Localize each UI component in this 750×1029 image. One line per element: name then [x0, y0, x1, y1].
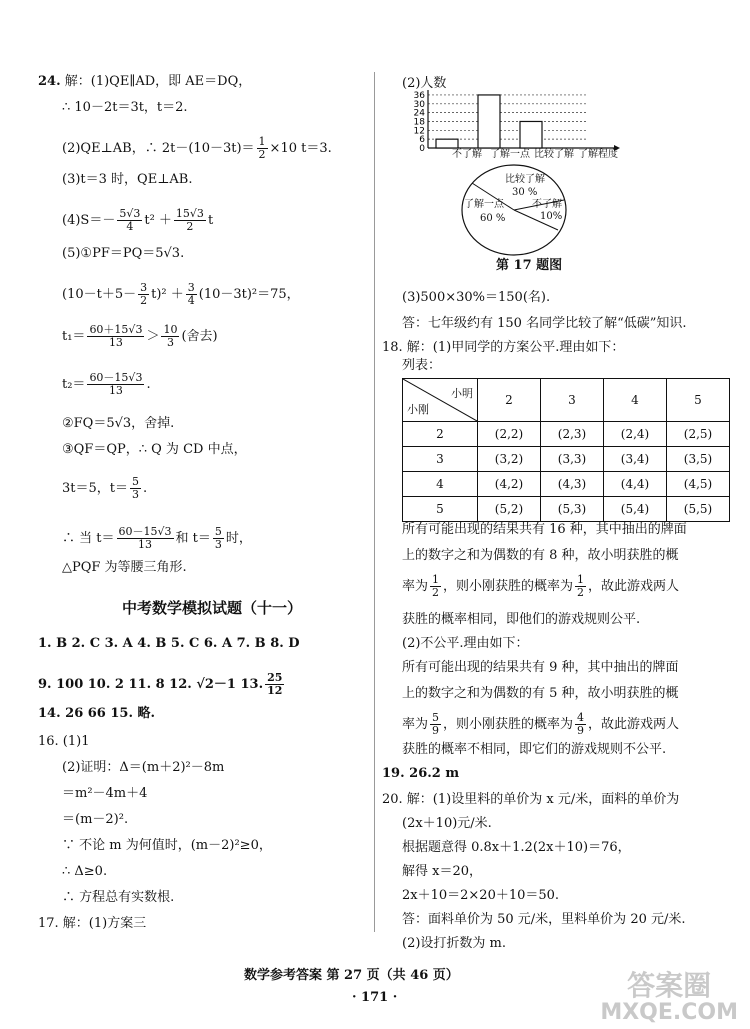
pie-label-1: 比较了解 [505, 174, 545, 185]
table-row-header: 2 [403, 422, 478, 447]
q18-para-5: (2)不公平.理由如下： [402, 636, 529, 651]
pie-label-2: 了解一点 [464, 199, 504, 210]
answers-line-3: 14. 26 66 15. 略. [38, 706, 156, 721]
q20-line-7: (2)设打折数为 m. [402, 936, 507, 951]
table-row-header: 4 [403, 472, 478, 497]
table-cell: (2,3) [541, 422, 604, 447]
q24-line-13: ∴ 当 t＝ $\frac{60-15√3}{13}$ 和 t＝ $\frac{5}{3}$ 时， [62, 525, 252, 551]
q24-line-3: (2)QE⊥AB，∴ 2t－(10－3t)＝ $\frac{1}{2}$ ×10 t＝3. [62, 135, 332, 161]
table-col-header: 4 [604, 379, 667, 422]
table-cell: (3,3) [541, 447, 604, 472]
q16-line-1: 16. (1)1 [38, 734, 90, 749]
y-tick-label: 30 [413, 99, 425, 110]
q20-line-5: 2x＋10＝2×20＋10＝50. [402, 888, 560, 903]
table-cell: (5,5) [667, 497, 730, 522]
q24-line-12: 3t＝5，t＝ $\frac{5}{3}$ . [62, 475, 148, 501]
table-cell: (2,4) [604, 422, 667, 447]
pie-percent-1: 30 % [512, 187, 538, 198]
q18-para-4: 获胜的概率相同，即他们的游戏规则公平. [402, 612, 641, 627]
q18-para-7: 上的数字之和为偶数的有 5 种，故小明获胜的概 [402, 686, 679, 701]
q18-para-6: 所有可能出现的结果共有 9 种，其中抽出的牌面 [402, 660, 679, 675]
q18-para-8: 率为 $\frac{5}{9}$ ，则小刚获胜的概率为 $\frac{4}{9}$ ，故此游戏两人 [402, 711, 680, 737]
q24-line-9: t₂＝ $\frac{60-15√3}{13}$ . [62, 371, 151, 397]
q19-answer: 19. 26.2 m [382, 766, 460, 781]
table-cell: (3,4) [604, 447, 667, 472]
table-cell: (4,5) [667, 472, 730, 497]
q20-line-6: 答：面料单价为 50 元/米，里料单价为 20 元/米. [402, 912, 686, 927]
answers-line-2: 9. 100 10. 2 11. 8 12. √2－1 13. $\frac{25}{12}$ [38, 671, 283, 697]
q16-line-7: ∴ 方程总有实数根. [62, 890, 175, 905]
answers-line-1: 1. B 2. C 3. A 4. B 5. C 6. A 7. B 8. D [38, 636, 300, 651]
q20-line-3: 根据题意得 0.8x＋1.2(2x＋10)＝76， [402, 840, 631, 855]
table-cell: (2,5) [667, 422, 730, 447]
y-tick-label: 36 [413, 90, 425, 101]
q24-line-6: (5)①PF＝PQ＝5√3. [62, 246, 185, 261]
section-title: 中考数学模拟试题（十一） [122, 599, 303, 617]
table-cell: (4,4) [604, 472, 667, 497]
x-axis-label: 了解程度 [578, 149, 618, 160]
table-row [403, 447, 730, 472]
chart-label: (2)人数 [402, 76, 447, 91]
q18-para-3: 率为 $\frac{1}{2}$ ，则小刚获胜的概率为 $\frac{1}{2}$ ，故此游戏两人 [402, 573, 680, 599]
q18-para-1: 所有可能出现的结果共有 16 种，其中抽出的牌面 [402, 522, 687, 537]
outcome-table [402, 378, 730, 522]
q16-line-5: ∵ 不论 m 为何值时，(m－2)²≥0， [62, 838, 272, 853]
table-col-header: 5 [667, 379, 730, 422]
q24-line-5: (4)S＝－ $\frac{5√3}{4}$ t² ＋ $\frac{15√3}{2}$ t [62, 207, 214, 233]
q24-line-10: ②FQ＝5√3，舍掉. [62, 416, 175, 431]
bar-3 [520, 121, 542, 148]
q24-line-11: ③QF＝QP，∴ Q 为 CD 中点， [62, 442, 247, 457]
table-cell: (5,2) [478, 497, 541, 522]
bar-2 [478, 95, 500, 148]
y-tick-label: 24 [413, 108, 425, 119]
q17-line-1: 17. 解：(1)方案三 [38, 916, 147, 931]
q24-line-4: (3)t＝3 时，QE⊥AB. [62, 172, 193, 187]
q20-line-2: (2x＋10)元/米. [402, 816, 492, 831]
column-divider [374, 72, 375, 932]
q24-line-1: 24. 解：(1)QE∥AD，即 AE＝DQ， [38, 74, 252, 89]
table-intro: 列表： [402, 358, 442, 373]
table-row-header: 3 [403, 447, 478, 472]
q17-part3: (3)500×30%＝150(名). [402, 290, 551, 305]
table-cell: (3,2) [478, 447, 541, 472]
category-label-3: 比较了解 [534, 149, 574, 160]
watermark-bottom: MXQE.COM [600, 1000, 738, 1025]
table-row [403, 497, 730, 522]
y-tick-label: 18 [413, 117, 425, 128]
table-cell: (5,3) [541, 497, 604, 522]
q16-line-2: (2)证明：Δ＝(m＋2)²－8m [62, 760, 225, 775]
q24-line-2: ∴ 10－2t＝3t，t＝2. [62, 100, 188, 115]
y-tick-label: 0 [419, 144, 425, 154]
q20-line-1: 20. 解：(1)设里料的单价为 x 元/米，面料的单价为 [382, 792, 680, 807]
table-row [403, 472, 730, 497]
table-cell: (4,3) [541, 472, 604, 497]
table-header-row [403, 379, 730, 422]
table-cell: (3,5) [667, 447, 730, 472]
category-label-1: 不了解 [452, 149, 482, 160]
q24-line-8: t₁＝ $\frac{60+15√3}{13}$ ＞ $\frac{10}{3}$ (舍去) [62, 323, 218, 349]
q17-answer: 答：七年级约有 150 名同学比较了解“低碳”知识. [402, 316, 687, 331]
q24-line-14: △PQF 为等腰三角形. [62, 560, 187, 575]
figure-caption: 第 17 题图 [496, 258, 563, 273]
pie-label-3: 不了解 [532, 199, 562, 210]
q24-line-7: (10－t＋5－ $\frac{3}{2}$ t)² ＋ $\frac{3}{4}$ (10－3t)²＝75， [62, 281, 300, 307]
watermark-top: 答案圈 [627, 969, 712, 1002]
table-row-header: 5 [403, 497, 478, 522]
category-label-2: 了解一点 [490, 149, 530, 160]
q18-para-9: 获胜的概率不相同，即它们的游戏规则不公平. [402, 742, 667, 757]
q18-para-2: 上的数字之和为偶数的有 8 种，故小明获胜的概 [402, 548, 679, 563]
table-col-header: 3 [541, 379, 604, 422]
table-cell: (2,2) [478, 422, 541, 447]
q18-line-1: 18. 解：(1)甲同学的方案公平.理由如下： [382, 340, 625, 355]
table-col-header: 2 [478, 379, 541, 422]
q16-line-4: ＝(m－2)². [62, 812, 129, 827]
q16-line-6: ∴ Δ≥0. [62, 864, 108, 879]
pie-percent-2: 60 % [480, 213, 506, 224]
page-number: · 171 · [352, 990, 398, 1005]
watermark-logo [600, 971, 738, 1025]
table-cell: (4,2) [478, 472, 541, 497]
corner-top-label: 小明 [451, 387, 473, 400]
y-tick-label: 12 [413, 126, 425, 137]
table-corner-cell [403, 379, 478, 422]
footer-title: 数学参考答案 第 27 页（共 46 页） [244, 968, 459, 983]
y-tick-label: 6 [419, 135, 425, 146]
pie-percent-3: 10% [540, 211, 563, 222]
q16-line-3: ＝m²－4m＋4 [62, 786, 148, 801]
table-row [403, 422, 730, 447]
q20-line-4: 解得 x＝20， [402, 864, 483, 879]
table-cell: (5,4) [604, 497, 667, 522]
corner-left-label: 小刚 [407, 403, 429, 416]
